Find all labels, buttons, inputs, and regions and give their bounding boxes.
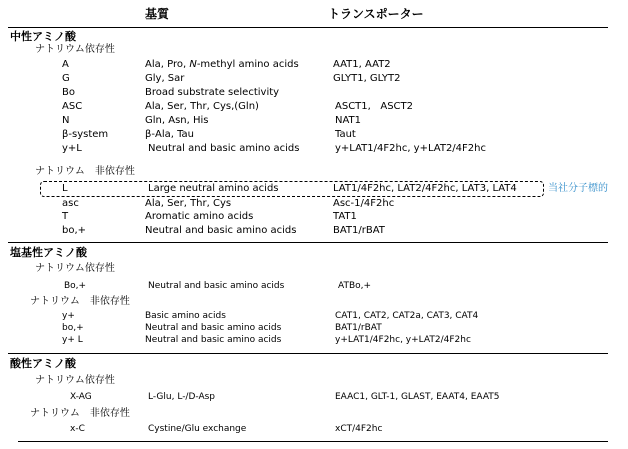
na-dependent-label: ナトリウム依存性 [35, 375, 115, 386]
system-name: N [62, 115, 70, 126]
transporter-cell: Taut [335, 129, 356, 140]
system-name: L [62, 183, 68, 194]
substrate-cell: β-Ala, Tau [145, 129, 195, 140]
system-name: X-AG [70, 392, 92, 402]
transporter-cell: BAT1/rBAT [333, 225, 385, 236]
transporter-cell: CAT1, CAT2, CAT2a, CAT3, CAT4 [335, 311, 479, 321]
transporter-cell: AAT1, AAT2 [333, 59, 391, 70]
substrate-cell: Neutral and basic amino acids [145, 323, 282, 333]
system-name: x-C [70, 424, 85, 434]
substrate-cell: Aromatic amino acids [145, 211, 254, 222]
system-name: bo,+ [62, 225, 87, 236]
transporter-cell: EAAC1, GLT-1, GLAST, EAAT4, EAAT5 [335, 392, 500, 402]
system-name: asc [62, 198, 79, 209]
na-independent-label: ナトリウム 非依存性 [30, 296, 130, 307]
substrate-cell: Cystine/Glu exchange [148, 424, 247, 434]
system-name: Bo [62, 87, 75, 98]
transporter-cell: Asc-1/4F2hc [333, 198, 395, 209]
system-name: G [62, 73, 70, 84]
substrate-cell: Ala, Ser, Thr, Cys,(Gln) [145, 101, 259, 112]
transporter-cell: y+LAT1/4F2hc, y+LAT2/4F2hc [335, 335, 471, 345]
transporter-cell: NAT1 [335, 115, 362, 126]
transporter-cell: LAT1/4F2hc, LAT2/4F2hc, LAT3, LAT4 [333, 183, 517, 194]
transporter-cell: GLYT1, GLYT2 [333, 73, 401, 84]
substrate-cell: Ala, Pro, N-methyl amino acids [145, 59, 299, 70]
bottom-rule [18, 441, 608, 442]
section-rule [8, 242, 608, 243]
system-name: y+ [62, 311, 75, 321]
section-title-neutral: 中性アミノ酸 [10, 30, 76, 43]
system-name: ASC [62, 101, 83, 112]
transporter-cell: ASCT1, ASCT2 [335, 101, 413, 112]
system-name: Bo,+ [64, 281, 87, 291]
substrate-cell: Large neutral amino acids [148, 183, 279, 194]
system-name: T [62, 211, 69, 222]
na-independent-label: ナトリウム 非依存性 [30, 408, 130, 419]
system-name: β-system [62, 129, 109, 140]
substrate-cell: Neutral and basic amino acids [145, 225, 297, 236]
transporter-column-header: トランスポーター [328, 7, 424, 21]
transporter-cell: y+LAT1/4F2hc, y+LAT2/4F2hc [335, 143, 486, 154]
substrate-cell: Neutral and basic amino acids [145, 335, 282, 345]
section-title-acidic: 酸性アミノ酸 [10, 357, 76, 370]
na-dependent-label: ナトリウム依存性 [35, 44, 115, 55]
transporter-cell: TAT1 [333, 211, 357, 222]
na-independent-label: ナトリウム 非依存性 [35, 166, 135, 177]
substrate-cell: Neutral and basic amino acids [148, 281, 285, 291]
section-title-basic: 塩基性アミノ酸 [10, 246, 87, 259]
section-rule [8, 353, 608, 354]
substrate-cell: L-Glu, L-/D-Asp [148, 392, 216, 402]
transporter-cell: ATBo,+ [338, 281, 372, 291]
substrate-cell: Ala, Ser, Thr, Cys [145, 198, 232, 209]
substrate-cell: Gln, Asn, His [145, 115, 209, 126]
substrate-cell: Gly, Sar [145, 73, 185, 84]
transporter-cell: xCT/4F2hc [335, 424, 383, 434]
molecular-target-label: 当社分子標的 [548, 183, 608, 194]
substrate-cell: Basic amino acids [145, 311, 226, 321]
system-name: y+ L [62, 335, 83, 345]
system-name: bo,+ [62, 323, 84, 333]
substrate-cell: Neutral and basic amino acids [148, 143, 300, 154]
system-name: y+L [62, 143, 82, 154]
substrate-column-header: 基質 [145, 7, 170, 21]
na-dependent-label: ナトリウム依存性 [35, 263, 115, 274]
transporter-cell: BAT1/rBAT [335, 323, 382, 333]
header-rule [8, 27, 608, 28]
substrate-cell: Broad substrate selectivity [145, 87, 280, 98]
system-name: A [62, 59, 69, 70]
